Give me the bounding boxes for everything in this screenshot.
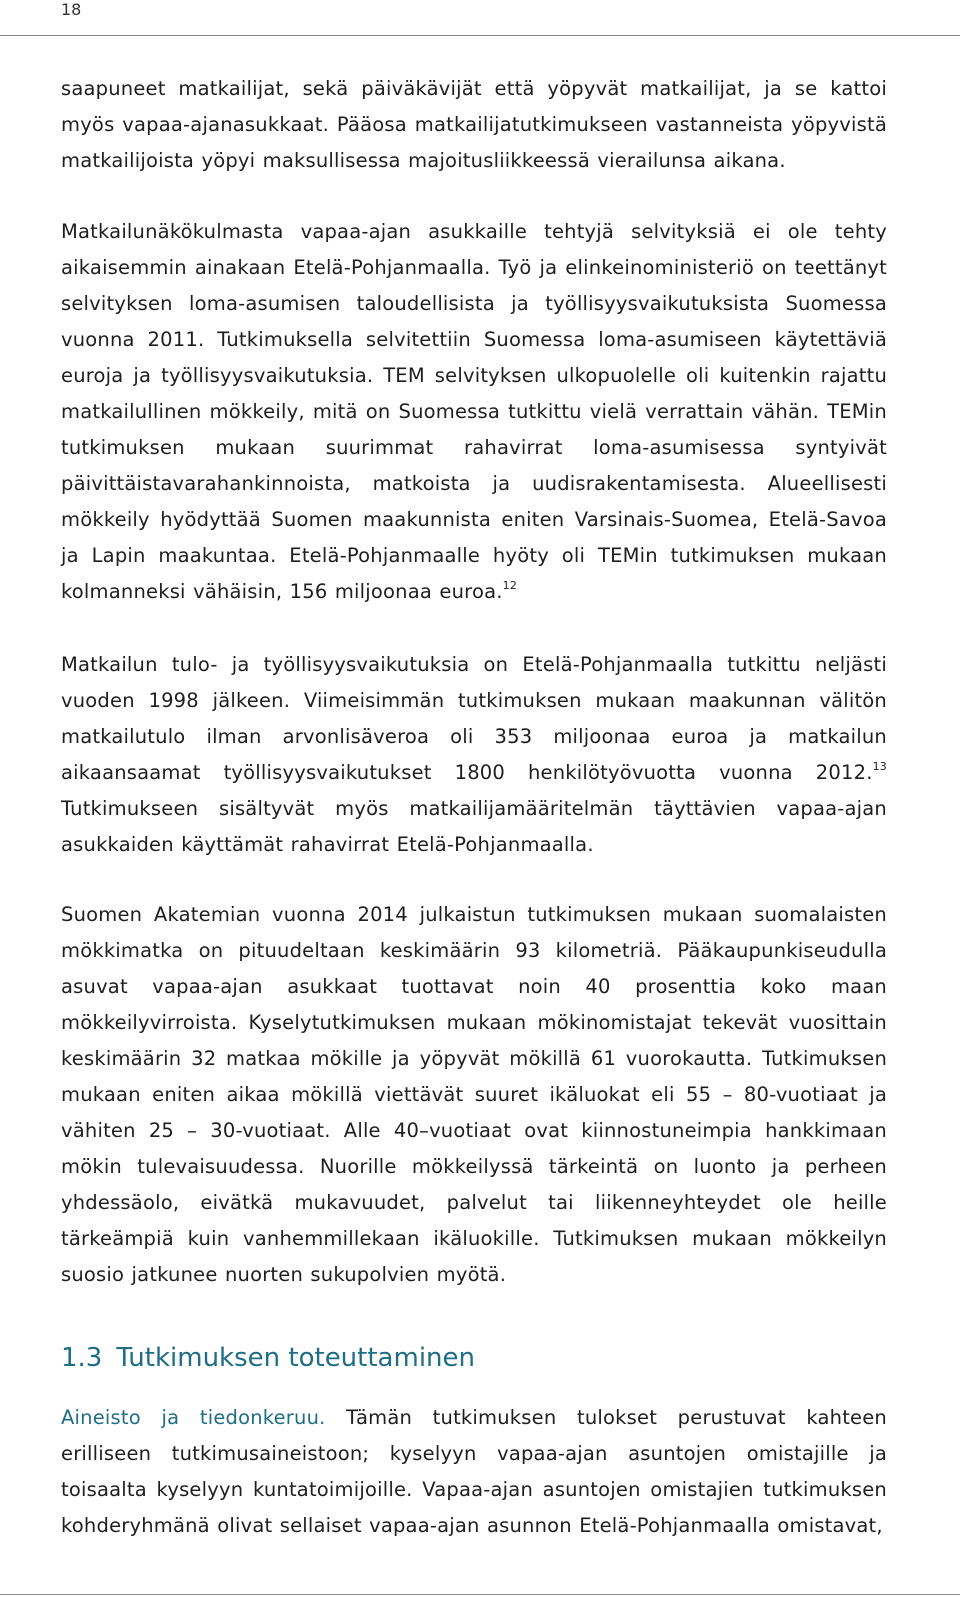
paragraph-5 xyxy=(61,1400,887,1544)
page-number: 18 xyxy=(61,0,82,19)
run-in-heading: Aineisto ja tiedonkeruu. xyxy=(61,1406,326,1429)
paragraph-2-text: Matkailunäkökulmasta vapaa-ajan asukkaille tehtyjä selvityksiä ei ole tehty aikaisemmin ainakaan Etelä-Pohjanmaalla. Työ ja elinkeinoministeriö on teettänyt selvityksen loma-asumisen taloudellisista ja työllisyysvaikutuksista Suomessa vuonna 2011. Tutkimuksella selvitettiin Suomessa loma-asumiseen käytettäviä euroja ja työllisyysvaikutuksia. TEM selvityksen ulkopuolelle oli kuitenkin rajattu matkailullinen mökkeily, mitä on Suomessa tutkittu vielä verrattain vähän. TEMin tutkimuksen mukaan suurimmat rahavirrat loma-asumisessa syntyivät päivittäistavarahankinnoista, matkoista ja uudisrakentamisesta. Alueellisesti mökkeily hyödyttää Suomen maakunnista eniten Varsinais-Suomea, Etelä-Savoa ja Lapin maakuntaa. Etelä-Pohjanmaalle hyöty oli TEMin tutkimuksen mukaan kolmanneksi vähäisin, 156 miljoonaa euroa. xyxy=(61,220,887,603)
paragraph-3-text-a: Matkailun tulo- ja työllisyysvaikutuksia on Etelä-Pohjanmaalla tutkittu neljästi vuoden 1998 jälkeen. Viimeisimmän tutkimuksen mukaan maakunnan välitön matkailutulo ilman arvonlisäveroa oli 353 miljoonaa euroa ja matkailun aikaansaamat työllisyysvaikutukset 1800 henkilötyövuotta vuonna 2012. xyxy=(61,653,887,784)
footnote-ref-13: 13 xyxy=(872,760,887,773)
paragraph-5-text: Tämän tutkimuksen tulokset perustuvat kahteen erilliseen tutkimusaineistoon; kyselyyn vapaa-ajan asuntojen omistajille ja toisaalta kyselyyn kuntatoimijoille. Vapaa-ajan asuntojen omistajien tutkimuksen kohderyhmänä olivat sellaiset vapaa-ajan asunnon Etelä-Pohjanmaalla omistavat, xyxy=(61,1406,887,1537)
paragraph-2 xyxy=(61,214,887,610)
section-title: Tutkimuksen toteuttaminen xyxy=(116,1343,475,1373)
section-heading xyxy=(61,1340,475,1376)
paragraph-4: Suomen Akatemian vuonna 2014 julkaistun tutkimuksen mukaan suomalaisten mökkimatka on pituudeltaan keskimäärin 93 kilometriä. Pääkaupunkiseudulla asuvat vapaa-ajan asukkaat tuottavat noin 40 prosenttia koko maan mökkeilyvirroista. Kyselytutkimuksen mukaan mökinomistajat tekevät vuosittain keskimäärin 32 matkaa mökille ja yöpyvät mökillä 61 vuorokautta. Tutkimuksen mukaan eniten aikaa mökillä viettävät suuret ikäluokat eli 55 – 80-vuotiaat ja vähiten 25 – 30-vuotiaat. Alle 40–vuotiaat ovat kiinnostuneimpia hankkimaan mökin tulevaisuudessa. Nuorille mökkeilyssä tärkeintä on luonto ja perheen yhdessäolo, eivätkä mukavuudet, palvelut tai liikenneyhteydet ole heille tärkeämpiä kuin vanhemmillekaan ikäluokille. Tutkimuksen mukaan mökkeilyn suosio jatkunee nuorten sukupolvien myötä. xyxy=(61,903,887,1286)
paragraph-1: saapuneet matkailijat, sekä päiväkävijät että yöpyvät matkailijat, ja se kattoi myös vapaa-ajanasukkaat. Pääosa matkailijatutkimukseen vastanneista yöpyvistä matkailijoista yöpyi maksullisessa majoitusliikkeessä vierailunsa aikana. xyxy=(61,77,887,172)
paragraph-3-text-b: Tutkimukseen sisältyvät myös matkailijamääritelmän täyttävien vapaa-ajan asukkaiden käyttämät rahavirrat Etelä-Pohjanmaalla. xyxy=(61,797,887,856)
footer-rule xyxy=(0,1594,960,1595)
header-rule xyxy=(0,35,960,36)
paragraph-3 xyxy=(61,647,887,863)
footnote-ref-12: 12 xyxy=(502,579,518,592)
section-number: 1.3 xyxy=(61,1343,103,1373)
